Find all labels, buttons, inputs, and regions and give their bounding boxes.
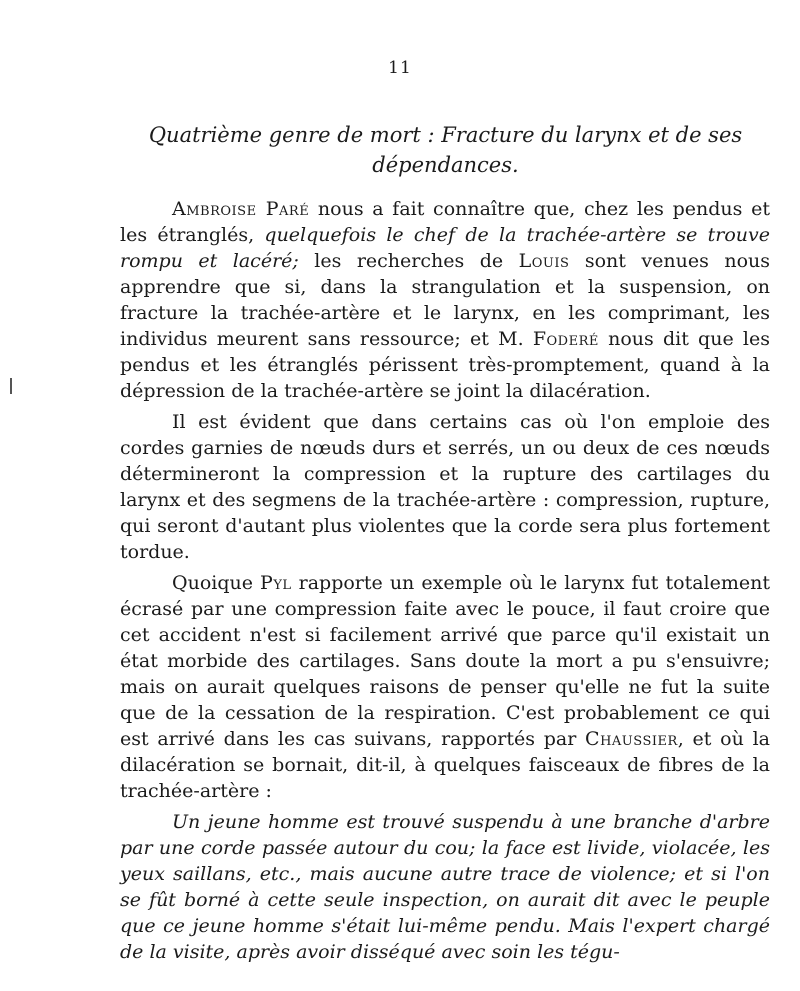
paragraph-2: Il est évident que dans certains cas où l'on emploie des cordes garnies de nœuds durs et serrés, un ou deux de ces nœuds détermineront la compression et la rupture des cartilages du larynx et des segmens de la trachée-artère : compression, rupture, qui seront d'autant plus violentes que la corde sera plus fortement tordue. [120, 411, 770, 563]
paragraph-3 [120, 570, 770, 804]
text-run: , et où la dilacération se bornait, dit-il, à quelques faisceaux de fibres de la trachée-artère : [120, 728, 771, 802]
margin-mark [10, 378, 12, 394]
paragraph-1 [120, 196, 770, 404]
text-run: rapporte un exemple où le larynx fut totalement écrasé par une compression faite avec le pouce, il faut croire que cet accident n'est si facilement arrivé que parce qu'il existait un état morbide des cartilages. Sans doute la mort a pu s'ensuivre; mais on aurait quelques raisons de penser qu'elle ne fut la suite que de la cessation de la respiration. C'est probablement ce qui est arrivé dans les cas suivans, rapportés par [120, 572, 770, 750]
text-run: sont venues nous apprendre que si, dans la strangulation et la suspension, on fracture la trachée-artère et le larynx, en les comprimant, les individus meurent sans ressource; et M. [120, 250, 770, 350]
page-number: 11 [388, 58, 412, 78]
text-run: les recherches de [298, 250, 519, 272]
paragraph-4-case-report: Un jeune homme est trouvé suspendu à une branche d'arbre par une corde passée autour du cou; la face est livide, violacée, les yeux saillans, etc., mais aucune autre trace de violence; et si l'on se fût borné à cette seule inspection, on aurait dit avec le peuple que ce jeune homme s'était lui-même pendu. Mais l'expert chargé de la visite, après avoir disséqué avec soin les tégu- [120, 811, 770, 963]
text-run: nous a fait connaître que, chez les pendus et les étranglés, [120, 198, 770, 246]
author-name: Pyl [260, 572, 292, 594]
section-title: Quatrième genre de mort : Fracture du larynx et de ses dépendances. [148, 123, 743, 177]
body-text [120, 196, 770, 970]
author-name: Foderé [532, 328, 599, 350]
author-name: Chaussier [585, 728, 678, 750]
author-name: Louis [518, 250, 570, 272]
quotation: quelquefois le chef de la trachée-artère se trouve rompu et lacéré; [120, 224, 771, 272]
author-name: Ambroise Paré [172, 198, 310, 220]
text-run: Quoique [172, 572, 261, 594]
text-run: nous dit que les pendus et les étranglés périssent très-promptement, quand à la dépression de la trachée-artère se joint la dilacération. [120, 328, 770, 402]
